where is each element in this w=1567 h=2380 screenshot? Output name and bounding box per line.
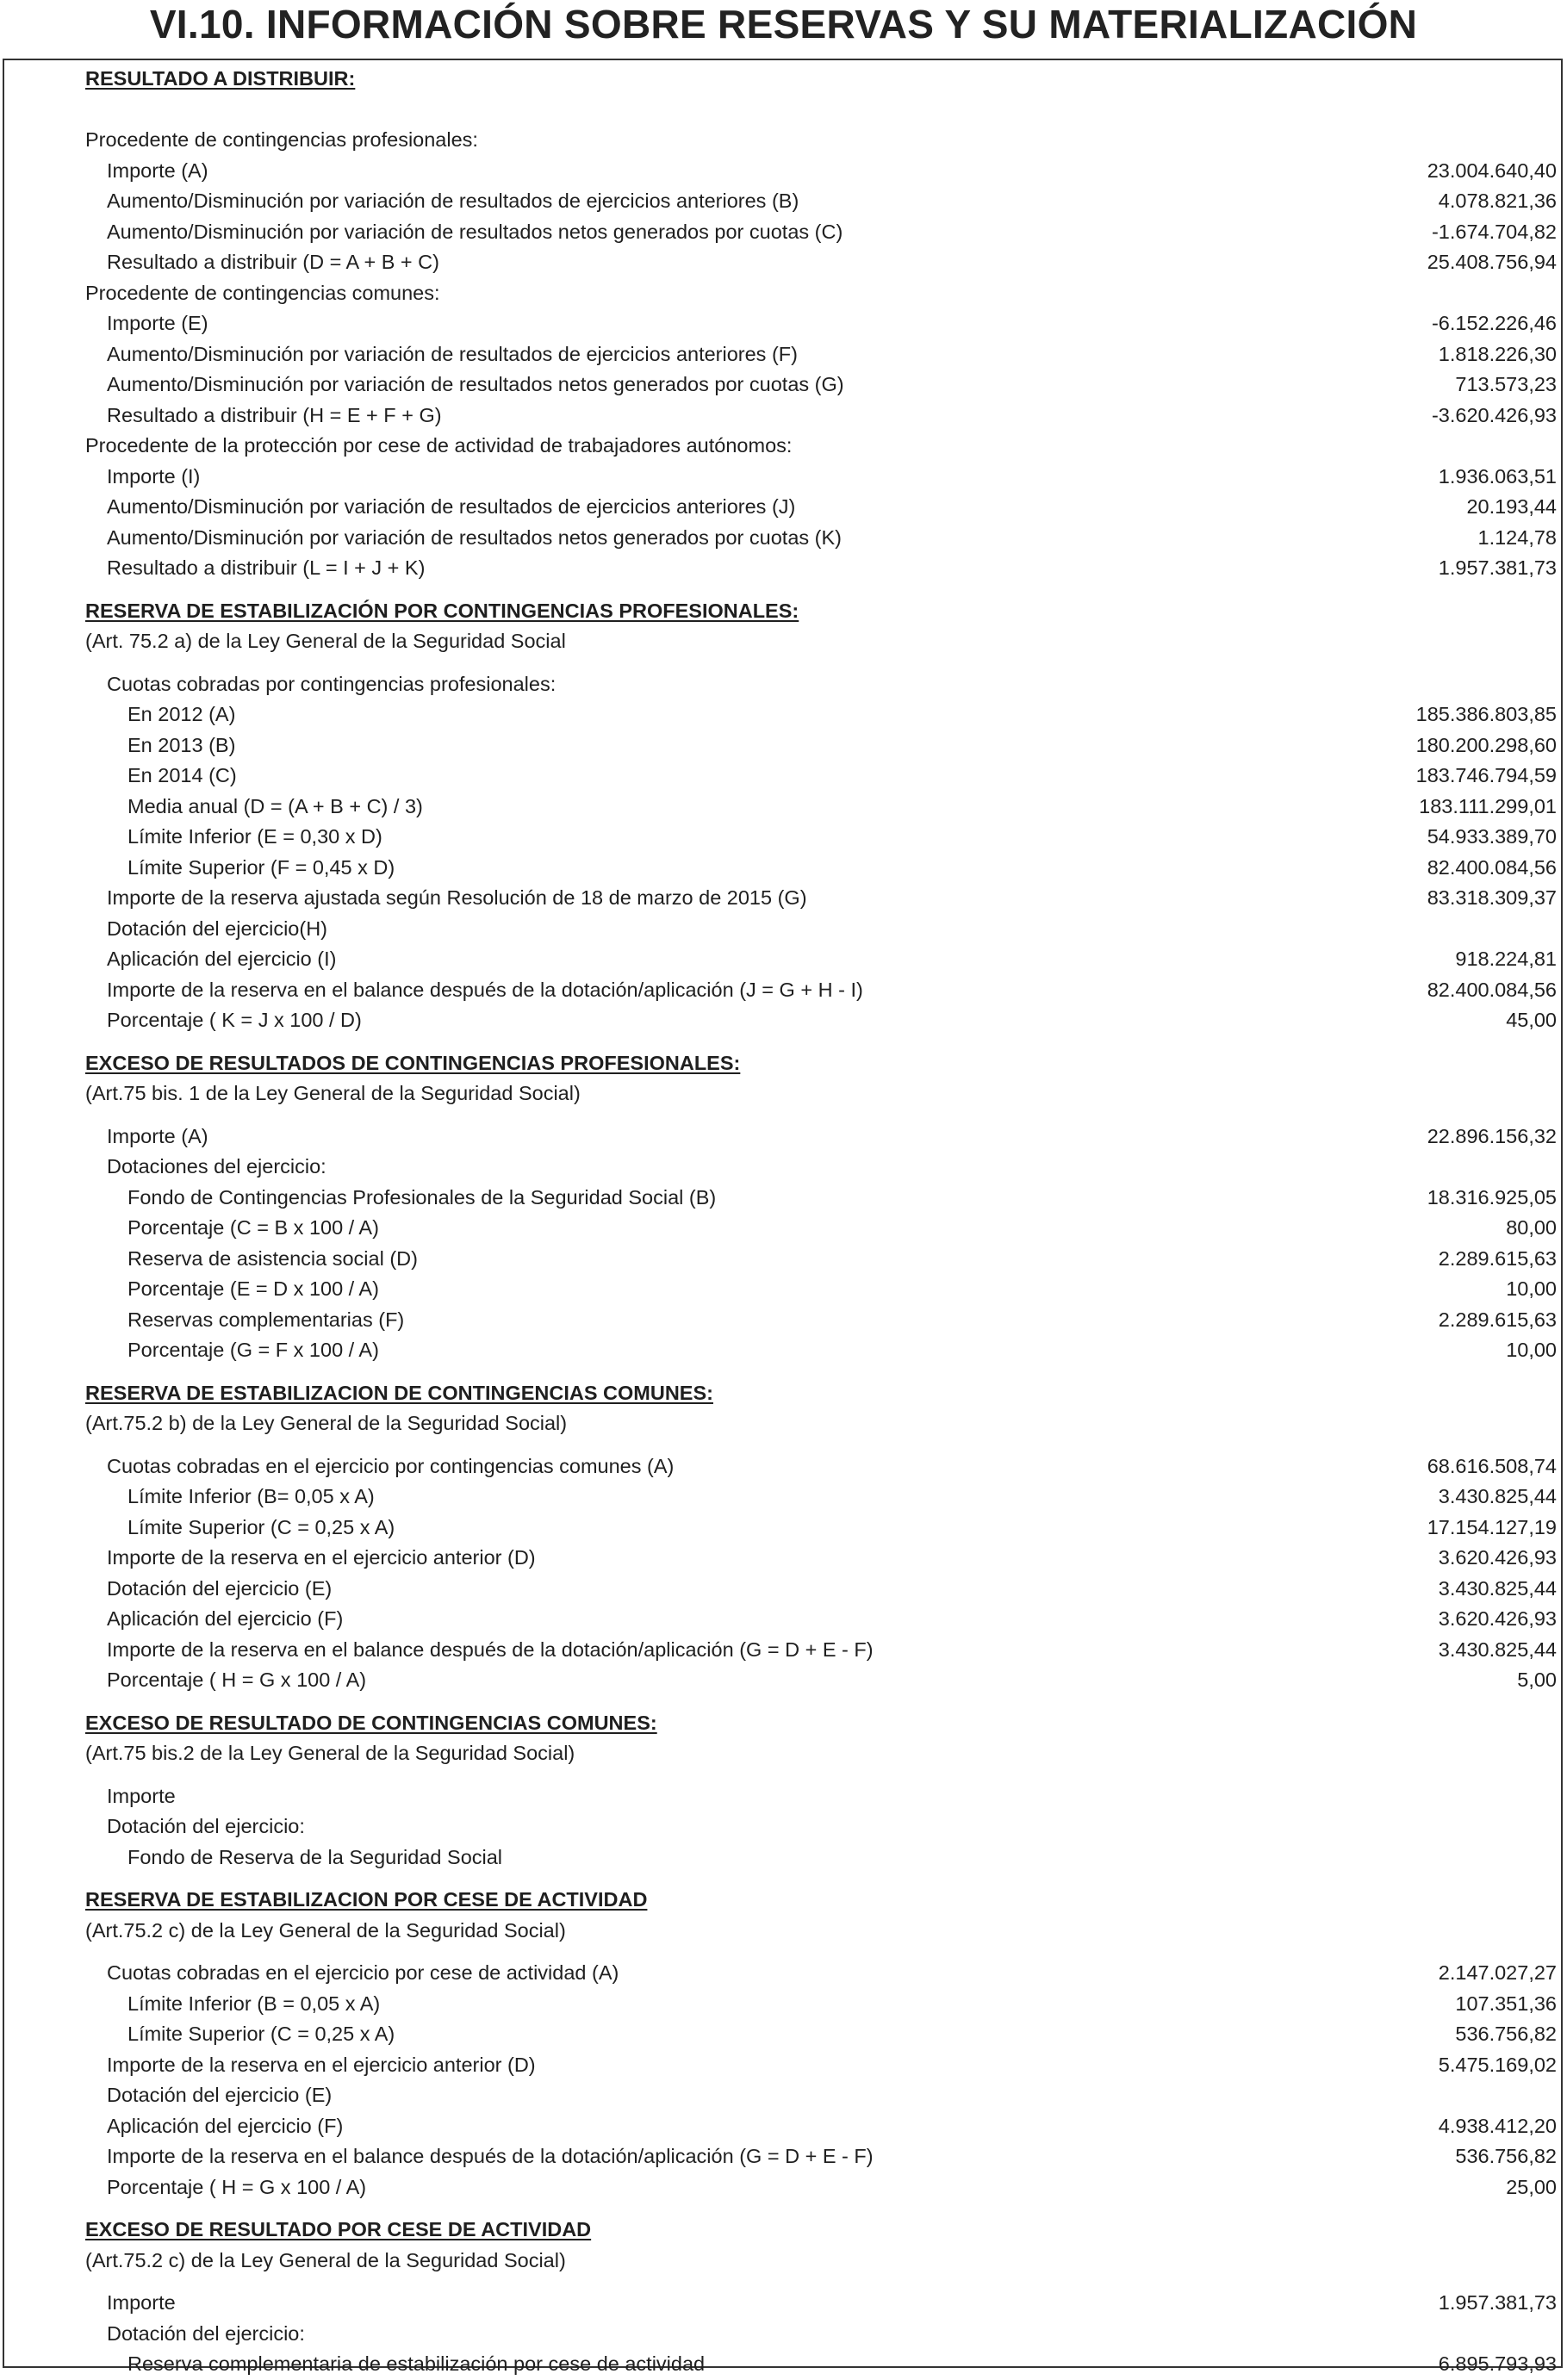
table-row xyxy=(4,1781,1561,1812)
row-value: 1.818.226,30 xyxy=(1438,342,1557,365)
row-label: Aumento/Disminución por variación de resultados netos generados por cuotas (K) xyxy=(107,525,842,549)
row-label: Aumento/Disminución por variación de resultados netos generados por cuotas (C) xyxy=(107,220,843,243)
row-value: -6.152.226,46 xyxy=(1431,312,1557,334)
row-label: Aplicación del ejercicio (I) xyxy=(107,948,337,970)
table-row xyxy=(4,523,1561,554)
row-label: Límite Inferior (E = 0,30 x D) xyxy=(127,825,382,848)
table-row xyxy=(4,792,1561,823)
row-value: 82.400.084,56 xyxy=(1427,855,1557,879)
table-row xyxy=(4,462,1561,493)
row-label: Porcentaje ( H = G x 100 / A) xyxy=(107,1668,367,1691)
table-row xyxy=(4,1665,1561,1696)
row-label: Aumento/Disminución por variación de resultados netos generados por cuotas (G) xyxy=(107,373,844,395)
row-label: En 2014 (C) xyxy=(127,764,237,786)
row-value: 4.938.412,20 xyxy=(1438,2114,1557,2137)
table-row xyxy=(4,308,1561,339)
row-value: 82.400.084,56 xyxy=(1427,978,1557,1001)
row-label: Reserva complementaria de estabilización por cese de actividad xyxy=(127,2352,706,2375)
section-heading xyxy=(4,596,1561,627)
row-label: Fondo de Reserva de la Seguridad Social xyxy=(127,1845,503,1868)
row-label: Dotación del ejercicio: xyxy=(107,2321,305,2345)
table-row xyxy=(4,278,1561,309)
row-label: Dotaciones del ejercicio: xyxy=(107,1155,326,1178)
subheading-gap xyxy=(4,657,1561,669)
table-row xyxy=(4,2050,1561,2081)
row-label: Importe xyxy=(107,2291,176,2314)
table-row xyxy=(4,2019,1561,2050)
row-value: 80,00 xyxy=(1506,1216,1557,1239)
row-value: 180.200.298,60 xyxy=(1415,733,1557,756)
row-label: Importe (E) xyxy=(107,312,208,334)
table-row xyxy=(4,822,1561,853)
table-row xyxy=(4,339,1561,370)
section-subheading-text: (Art.75 bis. 1 de la Ley General de la Seguridad Social) xyxy=(85,1082,581,1104)
table-row xyxy=(4,1842,1561,1874)
table-row xyxy=(4,156,1561,187)
table-row xyxy=(4,1274,1561,1305)
row-value: 2.289.615,63 xyxy=(1438,1246,1557,1270)
row-label: Importe de la reserva ajustada según Resolución de 18 de marzo de 2015 (G) xyxy=(107,886,807,909)
table-row xyxy=(4,1244,1561,1275)
table-row xyxy=(4,1635,1561,1666)
section-subheading xyxy=(4,1738,1561,1769)
row-value: 22.896.156,32 xyxy=(1427,1124,1557,1147)
row-label: Aplicación del ejercicio (F) xyxy=(107,2114,344,2137)
table-row xyxy=(4,1122,1561,1153)
row-label: Procedente de contingencias profesionales: xyxy=(85,128,478,151)
table-row xyxy=(4,431,1561,462)
table-row xyxy=(4,492,1561,523)
table-row xyxy=(4,853,1561,884)
row-value: 17.154.127,19 xyxy=(1427,1515,1557,1538)
table-row xyxy=(4,1513,1561,1544)
row-value: 2.147.027,27 xyxy=(1438,1961,1557,1984)
row-label: Porcentaje ( K = J x 100 / D) xyxy=(107,1009,362,1031)
section-gap xyxy=(4,1696,1561,1708)
table-row xyxy=(4,1811,1561,1842)
row-value: 45,00 xyxy=(1506,1009,1557,1031)
row-label: Procedente de la protección por cese de actividad de trabajadores autónomos: xyxy=(85,434,793,457)
section-heading-text: RESERVA DE ESTABILIZACION POR CESE DE ACTIVIDAD xyxy=(85,1888,648,1911)
row-label: Importe de la reserva en el balance después de la dotación/aplicación (G = D + E - F) xyxy=(107,1637,874,1661)
row-value: 25.408.756,94 xyxy=(1427,251,1557,273)
row-value: 1.936.063,51 xyxy=(1438,464,1557,488)
table-row xyxy=(4,1183,1561,1214)
section-subheading xyxy=(4,2246,1561,2277)
row-label: Límite Superior (C = 0,25 x A) xyxy=(127,2023,395,2045)
subheading-gap xyxy=(4,1439,1561,1451)
subheading-gap xyxy=(4,1109,1561,1122)
row-value: 3.620.426,93 xyxy=(1438,1607,1557,1630)
row-label: Dotación del ejercicio (E) xyxy=(107,1576,333,1600)
row-value: 5,00 xyxy=(1517,1668,1557,1691)
section-heading xyxy=(4,1708,1561,1739)
row-label: Importe de la reserva en el balance después de la dotación/aplicación (J = G + H - I) xyxy=(107,978,863,1001)
row-label: Media anual (D = (A + B + C) / 3) xyxy=(127,794,423,817)
row-label: Cuotas cobradas por contingencias profesionales: xyxy=(107,672,557,695)
table-row xyxy=(4,730,1561,761)
row-value: 918.224,81 xyxy=(1455,948,1557,970)
table-row xyxy=(4,1451,1561,1482)
row-value: 107.351,36 xyxy=(1455,1992,1557,2015)
row-label: Límite Inferior (B = 0,05 x A) xyxy=(127,1992,381,2015)
row-label: Dotación del ejercicio: xyxy=(107,1815,305,1837)
section-heading-text: EXCESO DE RESULTADO POR CESE DE ACTIVIDAD xyxy=(85,2218,592,2240)
section-heading-text: EXCESO DE RESULTADOS DE CONTINGENCIAS PROFESIONALES: xyxy=(85,1051,741,1074)
row-label: Porcentaje ( H = G x 100 / A) xyxy=(107,2175,367,2198)
table-row xyxy=(4,1152,1561,1183)
row-label: Cuotas cobradas en el ejercicio por contingencias comunes (A) xyxy=(107,1454,675,1477)
section-gap xyxy=(4,1366,1561,1378)
table-row xyxy=(4,125,1561,156)
table-row xyxy=(4,553,1561,584)
row-value: 1.957.381,73 xyxy=(1438,556,1557,579)
section-gap xyxy=(4,2203,1561,2215)
table-row xyxy=(4,2319,1561,2350)
table-row xyxy=(4,2111,1561,2142)
document-content xyxy=(4,64,1561,2380)
row-value: 83.318.309,37 xyxy=(1427,886,1557,909)
subheading-gap xyxy=(4,1946,1561,1958)
row-value: 3.430.825,44 xyxy=(1438,1637,1557,1661)
row-value: 4.078.821,36 xyxy=(1438,190,1557,212)
table-row xyxy=(4,186,1561,217)
table-row xyxy=(4,1482,1561,1513)
table-row xyxy=(4,1005,1561,1036)
table-row xyxy=(4,1543,1561,1574)
table-row xyxy=(4,1335,1561,1366)
table-row xyxy=(4,401,1561,432)
section-heading xyxy=(4,1885,1561,1916)
table-row xyxy=(4,1305,1561,1336)
table-row xyxy=(4,95,1561,126)
row-label: Cuotas cobradas en el ejercicio por cese de actividad (A) xyxy=(107,1961,619,1984)
row-value: 1.124,78 xyxy=(1477,525,1557,549)
row-value: 536.756,82 xyxy=(1455,2145,1557,2167)
row-value: 6.895.793,93 xyxy=(1438,2352,1557,2375)
row-label: Importe (A) xyxy=(107,1124,208,1147)
section-heading xyxy=(4,64,1561,95)
row-label: Reserva de asistencia social (D) xyxy=(127,1246,418,1270)
row-value: 68.616.508,74 xyxy=(1427,1454,1557,1477)
row-value: 5.475.169,02 xyxy=(1438,2053,1557,2076)
row-value: 536.756,82 xyxy=(1455,2023,1557,2045)
table-row xyxy=(4,2288,1561,2319)
row-label: Dotación del ejercicio(H) xyxy=(107,917,327,940)
row-label: Importe de la reserva en el balance después de la dotación/aplicación (G = D + E - F) xyxy=(107,2145,874,2167)
row-value: -3.620.426,93 xyxy=(1431,403,1557,426)
table-row xyxy=(4,944,1561,975)
table-row xyxy=(4,1213,1561,1244)
section-subheading-text: (Art. 75.2 a) de la Ley General de la Seguridad Social xyxy=(85,630,566,652)
row-value: 18.316.925,05 xyxy=(1427,1185,1557,1209)
row-value: 2.289.615,63 xyxy=(1438,1308,1557,1331)
row-label: Límite Inferior (B= 0,05 x A) xyxy=(127,1485,375,1507)
row-value: 25,00 xyxy=(1506,2175,1557,2198)
table-row xyxy=(4,1604,1561,1635)
row-label: Porcentaje (G = F x 100 / A) xyxy=(127,1339,379,1361)
table-row xyxy=(4,761,1561,792)
section-subheading-text: (Art.75 bis.2 de la Ley General de la Seguridad Social) xyxy=(85,1742,575,1764)
section-heading-text: EXCESO DE RESULTADO DE CONTINGENCIAS COMUNES: xyxy=(85,1711,657,1734)
section-subheading-text: (Art.75.2 c) de la Ley General de la Seguridad Social) xyxy=(85,1918,566,1942)
row-label: Aumento/Disminución por variación de resultados de ejercicios anteriores (F) xyxy=(107,342,798,365)
section-heading-text: RESERVA DE ESTABILIZACION DE CONTINGENCIAS COMUNES: xyxy=(85,1381,713,1404)
section-heading-text: RESULTADO A DISTRIBUIR: xyxy=(85,67,356,90)
row-label: Fondo de Contingencias Profesionales de la Seguridad Social (B) xyxy=(127,1185,717,1209)
row-label: Límite Superior (C = 0,25 x A) xyxy=(127,1515,395,1538)
section-subheading xyxy=(4,1916,1561,1947)
row-label: En 2013 (B) xyxy=(127,733,236,756)
section-gap xyxy=(4,584,1561,596)
section-heading-text: RESERVA DE ESTABILIZACIÓN POR CONTINGENCIAS PROFESIONALES: xyxy=(85,599,799,622)
table-row xyxy=(4,2172,1561,2203)
document-frame xyxy=(3,59,1563,2375)
row-label: Resultado a distribuir (H = E + F + G) xyxy=(107,403,442,426)
row-value: 713.573,23 xyxy=(1455,373,1557,395)
row-value: 54.933.389,70 xyxy=(1427,825,1557,848)
row-label: Aumento/Disminución por variación de resultados de ejercicios anteriores (B) xyxy=(107,190,799,212)
row-label: Importe de la reserva en el ejercicio anterior (D) xyxy=(107,2053,536,2076)
table-row xyxy=(4,217,1561,248)
section-heading xyxy=(4,2215,1561,2246)
table-row xyxy=(4,914,1561,945)
subheading-gap xyxy=(4,1769,1561,1781)
table-row xyxy=(4,2141,1561,2172)
row-value: -1.674.704,82 xyxy=(1431,220,1557,243)
row-label: Resultado a distribuir (D = A + B + C) xyxy=(107,251,439,273)
table-row xyxy=(4,2080,1561,2111)
row-label: Aplicación del ejercicio (F) xyxy=(107,1607,344,1630)
row-label: Procedente de contingencias comunes: xyxy=(85,281,440,304)
section-heading xyxy=(4,1048,1561,1079)
row-label: En 2012 (A) xyxy=(127,703,236,725)
row-label: Importe de la reserva en el ejercicio anterior (D) xyxy=(107,1546,536,1569)
row-value: 3.620.426,93 xyxy=(1438,1546,1557,1569)
table-row xyxy=(4,975,1561,1006)
row-label: Dotación del ejercicio (E) xyxy=(107,2084,333,2106)
section-subheading xyxy=(4,626,1561,657)
row-value: 3.430.825,44 xyxy=(1438,1576,1557,1600)
table-row xyxy=(4,669,1561,700)
row-value: 23.004.640,40 xyxy=(1427,158,1557,182)
row-label: Importe (I) xyxy=(107,464,201,488)
table-row xyxy=(4,370,1561,401)
section-subheading-text: (Art.75.2 c) de la Ley General de la Seguridad Social) xyxy=(85,2248,566,2271)
row-value: 3.430.825,44 xyxy=(1438,1485,1557,1507)
row-label: Aumento/Disminución por variación de resultados de ejercicios anteriores (J) xyxy=(107,495,796,518)
row-value: 10,00 xyxy=(1506,1277,1557,1300)
section-gap xyxy=(4,1873,1561,1885)
row-value: 10,00 xyxy=(1506,1339,1557,1361)
row-label: Porcentaje (C = B x 100 / A) xyxy=(127,1216,379,1239)
row-value: 185.386.803,85 xyxy=(1415,703,1557,725)
row-label: Resultado a distribuir (L = I + J + K) xyxy=(107,556,426,579)
section-subheading-text: (Art.75.2 b) de la Ley General de la Seguridad Social) xyxy=(85,1412,568,1434)
row-value: 20.193,44 xyxy=(1466,495,1557,518)
table-row xyxy=(4,1958,1561,1989)
row-value: 1.957.381,73 xyxy=(1438,2291,1557,2314)
row-value: 183.746.794,59 xyxy=(1415,764,1557,786)
table-row xyxy=(4,247,1561,278)
row-label: Reservas complementarias (F) xyxy=(127,1308,405,1331)
row-label: Importe xyxy=(107,1784,176,1807)
row-label: Límite Superior (F = 0,45 x D) xyxy=(127,855,395,879)
table-row xyxy=(4,2349,1561,2380)
row-value: 183.111.299,01 xyxy=(1419,794,1557,817)
table-row xyxy=(4,1989,1561,2020)
row-label: Importe (A) xyxy=(107,158,208,182)
table-row xyxy=(4,1574,1561,1605)
table-row xyxy=(4,883,1561,914)
section-gap xyxy=(4,1036,1561,1048)
section-subheading xyxy=(4,1078,1561,1109)
table-row xyxy=(4,699,1561,730)
page-title: VI.10. INFORMACIÓN SOBRE RESERVAS Y SU MATERIALIZACIÓN xyxy=(149,2,1418,47)
section-subheading xyxy=(4,1408,1561,1439)
section-heading xyxy=(4,1378,1561,1409)
row-label: Porcentaje (E = D x 100 / A) xyxy=(127,1277,379,1300)
subheading-gap xyxy=(4,2276,1561,2288)
